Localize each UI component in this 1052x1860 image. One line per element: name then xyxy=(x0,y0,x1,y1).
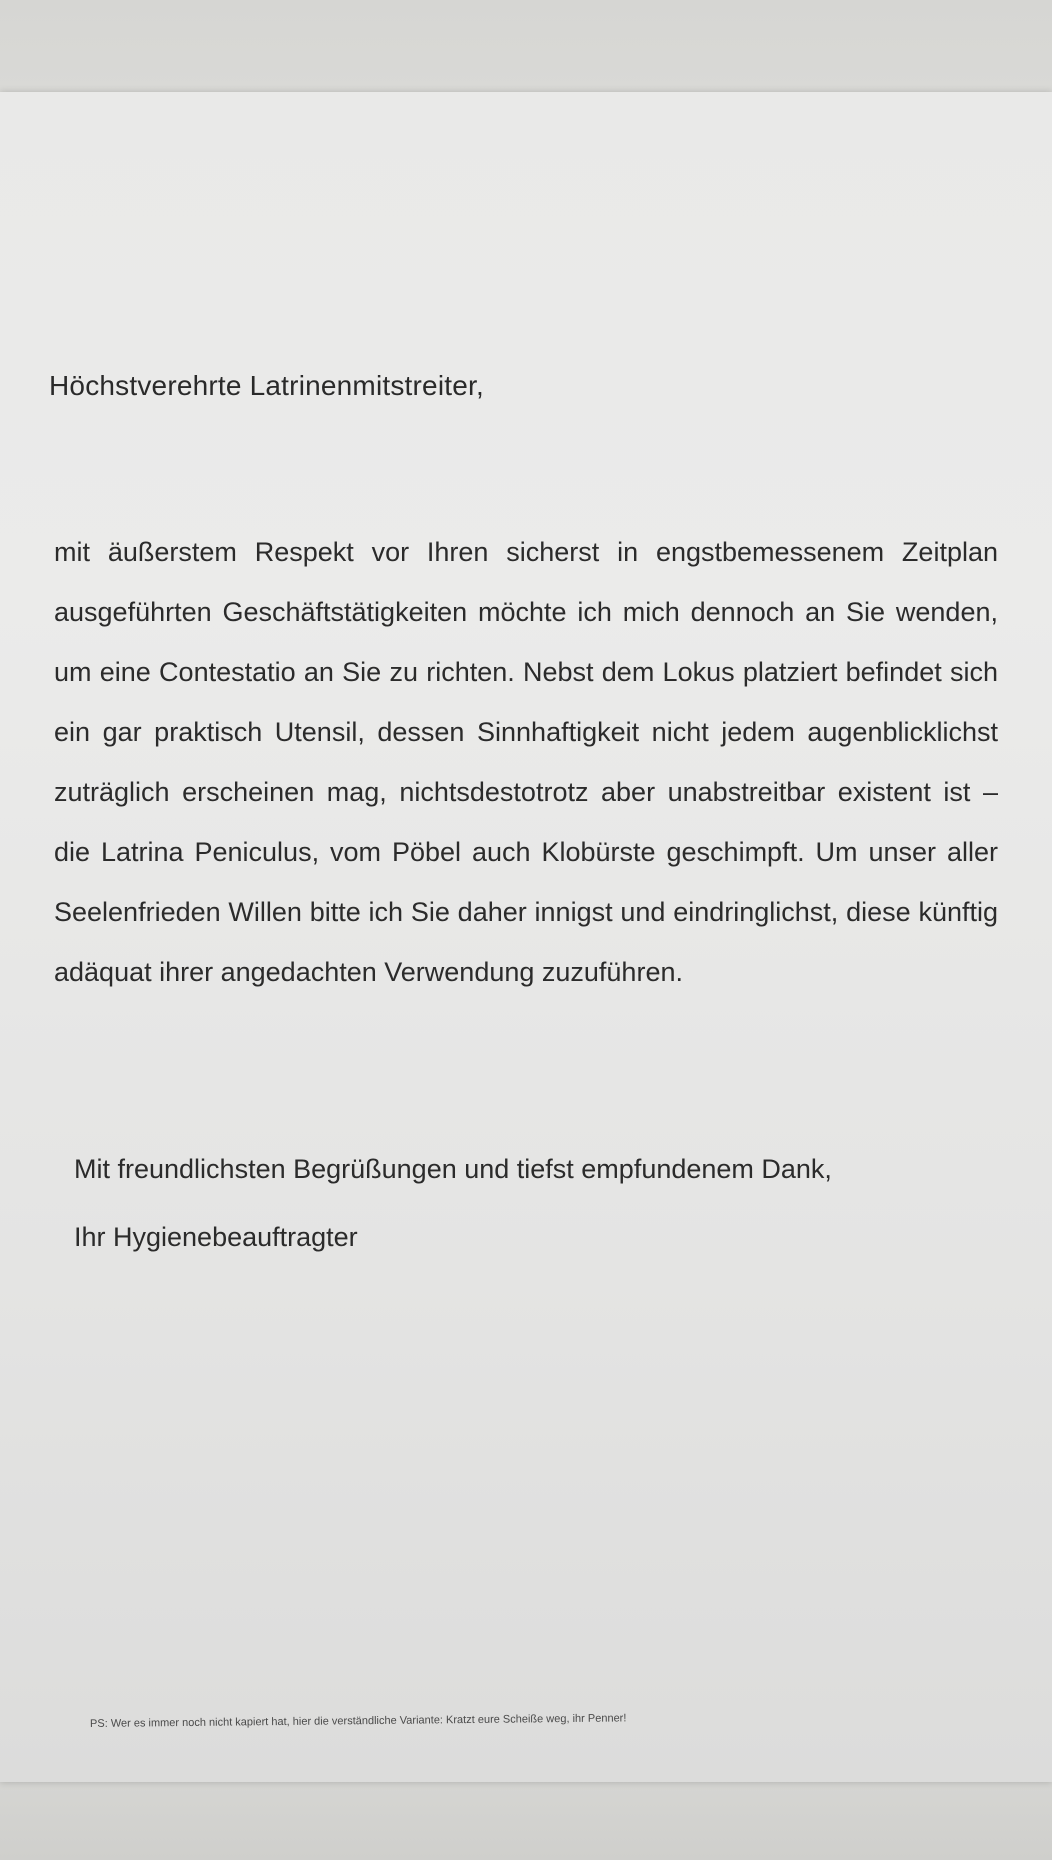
postscript: PS: Wer es immer noch nicht kapiert hat, hier die verständliche Variante: Kratzt eure Scheiße weg, ihr Penner! xyxy=(89,1712,627,1730)
letter-body: mit äußerstem Respekt vor Ihren sicherst in engstbemessenem Zeitplan ausgeführten Geschäftstätigkeiten möchte ich mich dennoch an Sie wenden, um eine Contestatio an Sie zu richten. Nebst dem Lokus platziert befindet sich ein gar praktisch Utensil, dessen Sinnhaftigkeit nicht jedem augenblicklichst zuträglich erscheinen mag, nichtsdestotrotz aber unabstreitbar existent ist – die Latrina Peniculus, vom Pöbel auch Klobürste geschimpft. Um unser aller Seelenfrieden Willen bitte ich Sie daher innigst und eindringlichst, diese künftig adäquat ihrer angedachten Verwendung zuzuführen. xyxy=(54,537,998,987)
paper-sheet xyxy=(0,92,1052,1782)
signature: Ihr Hygienebeauftragter xyxy=(74,1222,358,1252)
closing-line: Mit freundlichsten Begrüßungen und tiefst empfundenem Dank, xyxy=(74,1154,832,1184)
salutation: Höchstverehrte Latrinenmitstreiter, xyxy=(49,370,484,401)
